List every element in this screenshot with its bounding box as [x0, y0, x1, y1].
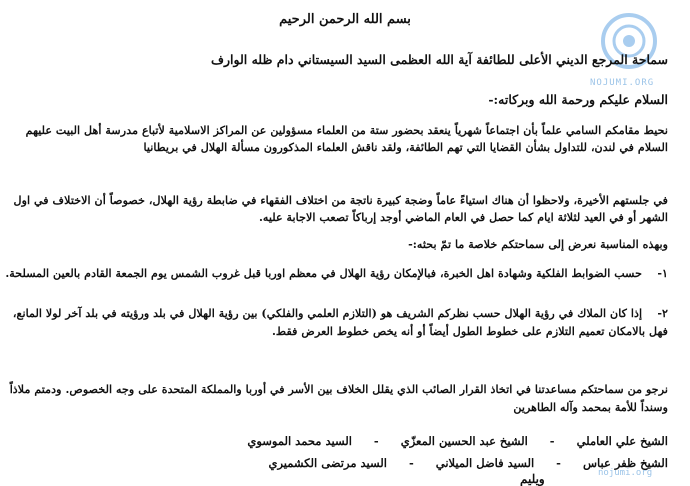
paragraph-intro: نحيط مقامكم السامي علماً بأن اجتماعاً شهرياً ينعقد بحضور ستة من العلماء مسؤولين عن المراكز الاسلامية لأتباع مدرسة أهل البيت عليهم السلام في لندن، للتداول بشأن القضايا التي تهم الطائفة، ولقد ناقش العلماء المذكورون مسألة الهلال في بريطانيا — [25, 123, 668, 154]
list-item — [0, 304, 668, 340]
signature-name: السيد مرتضى الكشميري — [268, 456, 387, 470]
signature-name: الشيخ علي العاملي — [576, 434, 668, 448]
trailing-text: ويليم — [520, 472, 545, 486]
list-item-number: ٢- — [657, 306, 668, 320]
closing-paragraph: نرجو من سماحتكم مساعدتنا في اتخاذ القرار الصائب الذي يقلل الخلاف بين الأسر في أوربا والمملكة المتحدة على وجه الخصوص. ودمتم ملاذاً وسنداً للأمة بمحمد وآله الطاهرين — [9, 382, 668, 414]
signatures-row: الشيخ ظفر عباس - السيد فاضل الميلاني - السيد مرتضى الكشميري — [268, 456, 668, 470]
paragraph-summary-intro: وبهذه المناسبة نعرض إلى سماحتكم خلاصة ما تمّ بحثه:- — [408, 237, 668, 251]
list-item-text: إذا كان الملاك في رؤية الهلال حسب نظركم الشريف هو (التلازم العلمي والفلكي) بين رؤية الهلال في بلد ورؤيته في بلد آخر لولا المانع، فهل بالامكان تعميم التلازم على خطوط الطول أيضاً أو أنه يخص خطوط العرض فقط. — [12, 306, 668, 338]
signature-name: الشيخ ظفر عباس — [582, 456, 668, 470]
greeting-line: السلام عليكم ورحمة الله وبركاته:- — [488, 92, 668, 107]
watermark-text: NOJUMI.ORG — [590, 78, 655, 88]
letter-title: سماحة المرجع الديني الأعلى للطائفة آية الله العظمى السيد السيستاني دام ظله الوارف — [211, 52, 668, 67]
list-item-number: ١- — [657, 266, 668, 280]
basmala-heading: بسم الله الرحمن الرحيم — [279, 12, 411, 27]
list-item — [0, 264, 668, 282]
paragraph-problem: في جلستهم الأخيرة، ولاحظوا أن هناك استياءً عاماً وضجة كبيرة ناتجة من اختلاف الفقهاء في ضابطة رؤية الهلال، خصوصاً أن الاختلاف في اول الشهر أو في العيد لثلاثة ايام كما حصل في العام الماضي أوجد إرباكاً تصعب الاجابة عليه. — [13, 193, 668, 224]
signature-name: السيد فاضل الميلاني — [435, 456, 535, 470]
list-item-text: حسب الضوابط الفلكية وشهادة اهل الخبرة، فبالإمكان رؤية الهلال في معظم اوربا قبل غروب الشمس يوم الجمعة القادم بالعين المسلحة. — [5, 266, 643, 280]
signature-name: الشيخ عبد الحسين المعزّي — [400, 434, 528, 448]
signatures-block — [68, 430, 668, 474]
signatures-row: الشيخ علي العاملي - الشيخ عبد الحسين المعزّي - السيد محمد الموسوي — [247, 434, 668, 448]
watermark-small-text: nojumi.org — [598, 468, 653, 478]
signature-name: السيد محمد الموسوي — [247, 434, 352, 448]
